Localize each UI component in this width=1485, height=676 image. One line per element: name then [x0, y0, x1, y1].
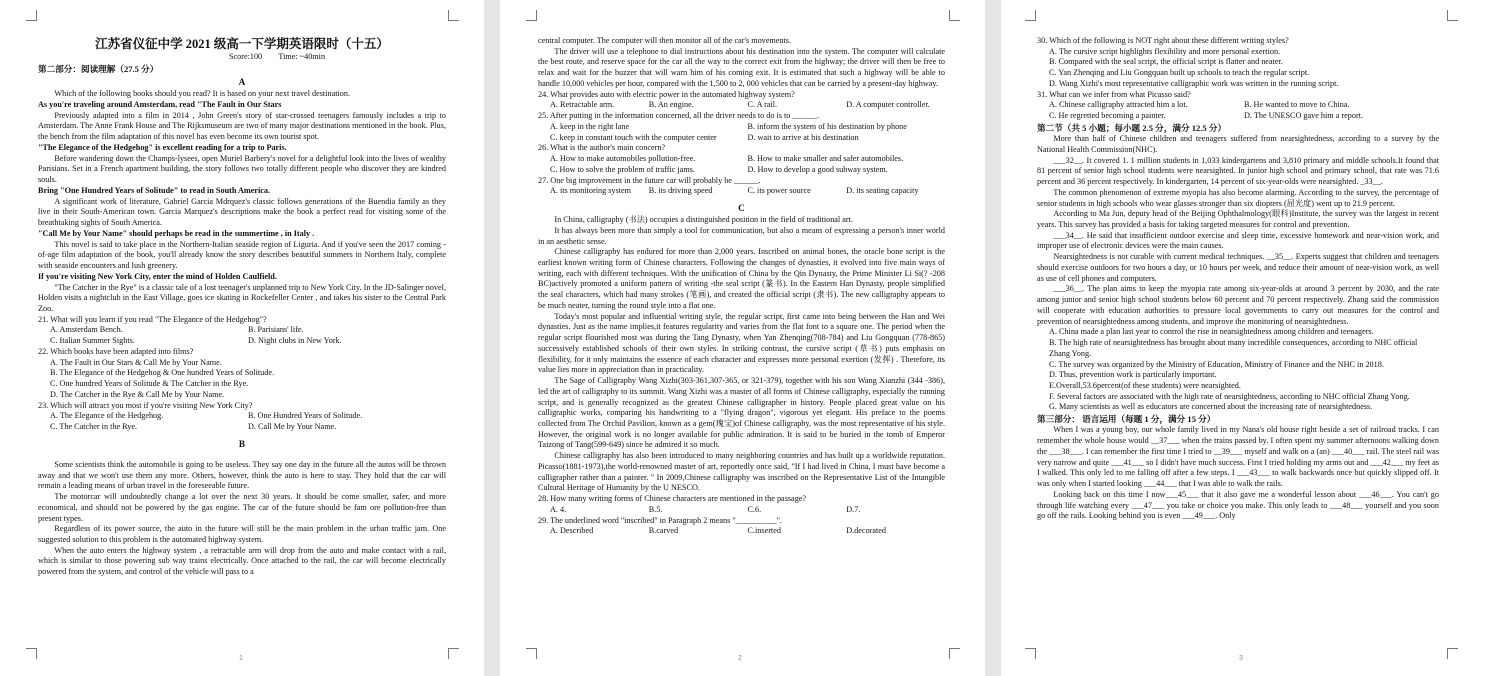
answer-options: [538, 186, 945, 197]
option: D. The UNESCO gave him a report.: [1244, 111, 1363, 121]
passage-letter: A: [238, 77, 246, 88]
option: C. The Catcher in the Rye.: [50, 422, 138, 432]
option: D.decorated: [846, 526, 887, 536]
option: D. How to develop a good subway system.: [747, 164, 888, 174]
option: C. keep in constant touch with the computer center: [550, 132, 717, 142]
option: A. How to make automobiles pollution-free.: [550, 154, 696, 164]
paragraph: Before wandering down the Champs-lysees, open Muriel Barbery's novel for a delightful look into the lives of wealthy Parisians. Set in a French apartment building, the story follows two totally different people who discover they are kindred souls.: [38, 153, 446, 185]
option: D. The Catcher in the Rye & Call Me by Your Name.: [50, 389, 225, 399]
answer-options: [538, 154, 945, 175]
crop-mark: [949, 10, 960, 21]
crop-mark: [448, 10, 459, 21]
score-label: Score:100: [228, 52, 263, 62]
option: D. Thus, prevention work is particularly important.: [1049, 370, 1217, 380]
option: B. Parisians' life.: [248, 325, 304, 335]
option: A. The cursive script highlights flexibility and more personal exertion.: [1049, 46, 1281, 56]
paragraph: Previously adapted into a film in 2014 , John Green's story of star-crossed teenagers famously includes a trip to Amsterdam. The Anne Frank House and The Rijksmuseum are two of many major destinations mentioned in the book. Plus, the bench from the film adaptation of this novel has even become its own tourist spot.: [38, 110, 446, 142]
paragraph: Chinese calligraphy has endured for more than 2,000 years. Inscribed on animal bones, the oracle bone script is the earliest known writing form of Chinese characters. Following the changes of dynasties, it evolved into five main ways of writing, each with different techniques. With the unification of China by the Qin Dynasty, the Prime Minister Li Si(? -208 BC)actively promoted a uniform pattern of writing -the seal script (篆书). In the Eastern Han Dynasty, people simplified the seal characters, which had many strokes (笔画), and created the official script (隶书). The new calligraphy appears to be much neater, turning the round style into a flat one.: [538, 247, 945, 310]
crop-mark: [949, 648, 960, 659]
option: D. Night clubs in New York.: [248, 336, 342, 346]
option: E.Overall,53.6percent(of these students) were nearsighted.: [1049, 381, 1241, 391]
crop-mark: [526, 648, 537, 659]
subheading: "The Elegance of the Hedgehog" is excellent reading for a trip to Paris.: [38, 142, 287, 152]
paragraph: When I was a young boy, our whole family lived in my Nana's old house right beside a set of railroad tracks. I can remember the whole house would __37___ when the trains passed by. I often spent my summer afternoons walking down the ___38___. I can remember the first time I tried to __39___ myself and walk on a (an) ___40___ rail. The steel rail was very narrow and quite ___41___ so I didn't have much success. First I tried holding my arms out and ___42___ my feet as I walked. This only led to me falling off after a few steps. I ___43___ to walk backwards once but quickly slipped off. It was only when I started looking ___44___ that I was able to walk the rails.: [1037, 425, 1439, 489]
option: B. inform the system of his destination by phone: [747, 121, 907, 131]
subheading: Bring "One Hundred Years of Solitude" to read in South America.: [38, 185, 271, 195]
question-stem: 22. Which books have been adapted into films?: [38, 346, 194, 356]
answer-options: [538, 526, 945, 537]
paragraph: Nearsightedness is not curable with current medical techniques. __35__. Experts suggest that children and teenagers should exercise outdoors for two hours a day, or 10 hours per week, and reduce their amount of near-vision work, as well as use of cell phones and computers.: [1037, 252, 1439, 283]
option: C. Italian Summer Sights.: [50, 336, 135, 346]
paragraph: The common phenomenon of extreme myopia has also become alarming. According to the survey, the percentage of senior students in high schools who wear glasses stronger than six diopters (屈光度) went up to 21.9 percent.: [1037, 187, 1439, 208]
option: D. A computer controller.: [846, 100, 930, 110]
paragraph: The driver will use a telephone to dial instructions about his destination into the system. The computer will calculate the best route, and reserve space for the car all the way to the correct exit from the highway; the driver will then be free to relax and wait for the buzzer that will warn him of his coming exit. It is estimated that such a highway will be able to handle 10,000 vehicles per hour, compared with the 1,500 to 2, 000 vehicles that can be carried by a present-day highway.: [538, 46, 945, 88]
option: C. its power source: [747, 186, 811, 196]
page-1-content: [38, 36, 446, 578]
paragraph: Chinese calligraphy has also been introduced to many neighboring countries and has built up a worldwide reputation. Picasso(1881-1973),the world-renowned master of art, reportedly once said, "If I had lived in China, I must have become a calligrapher rather than a painter. " In 2009,Chinese calligraphy was inscribed on the Representative List of the Intangible Cultural Heritage of Humanity by the U NESCO.: [538, 451, 945, 493]
paragraph: This novel is said to take place in the Northern-Italian seaside region of Liguria. And if you've seen the 2017 coming -of-age film adaptation of the book, you'll already know the story describes beautiful summers in Northern Italy, complete with seaside encounters and lush greenery.: [38, 239, 446, 271]
paragraph: Some scientists think the automobile is going to be useless. They say one day in the future all the autos will be thrown away and that we won't use them any more. Others, however, think the auto is here to stay. They hold that the car will remain a leading means of urban travel in the foreseeable future.: [38, 459, 446, 491]
crop-mark: [1025, 648, 1036, 659]
option: C. Yan Zhenqing and Liu Gongquan built up schools to teach the regular script.: [1049, 68, 1310, 78]
option: D. its seating capacity: [846, 186, 919, 196]
question-stem: 30. Which of the following is NOT right about these different writing styles?: [1037, 36, 1289, 45]
paragraph: Looking back on this time I now___45___ that it also gave me a wonderful lesson about ___46___. You can't go through life watching every ___47___ you take or choice you make. This only leads to ___48___ yourself and you soon go off the rails. Looking behind you is even ___49___. Only: [1037, 489, 1439, 521]
paragraph: In China, calligraphy (书法) occupies a distinguished position in the field of traditional art.: [554, 215, 853, 225]
page-number: 2: [738, 655, 742, 662]
option: A. Retractable arm.: [550, 100, 615, 110]
question-stem: 23. Which will attract you most if you're visiting New York City?: [38, 400, 253, 410]
section-heading: 第三部分： 语言运用（每题 1 分，满分 15 分）: [1037, 414, 1216, 425]
answer-options: [38, 411, 446, 432]
option: D. Wang Xizhi's most representative calligraphic work was written in the running script.: [1049, 78, 1339, 88]
option: C.6.: [747, 504, 762, 514]
passage-letter: C: [738, 203, 745, 214]
section-heading: 第二节（共 5 小题；每小题 2.5 分，满分 12.5 分）: [1037, 122, 1227, 133]
answer-options: [538, 100, 945, 111]
option: C. He regretted becoming a painter.: [1049, 111, 1166, 121]
option: B. The high rate of nearsightedness has brought about many incredible consequences, according to NHC official Zhang Yong.: [1049, 338, 1418, 358]
paragraph: ___36__. The plan aims to keep the myopia rate among six-year-olds at around 3 percent by 2030, and the rate among junior and senior high school students below 60 percent and 70 percent respectively. Zhang said the commission will cooperate with education authorities to pressure local governments to carry out measures for the control and prevention of nearsightedness among students, and improve the monitoring of nearsightedness.: [1037, 284, 1439, 326]
option: A. keep in the right lane: [550, 121, 630, 131]
paragraph: ___32__. It covered 1. 1 million students in 1,033 kindergartens and 3,810 primary and middle schools.It found that 81 percent of senior high school students were nearsighted. In junior high school and primary school, that rate was 71.6 percent and 36 percent respectively. In kindergarten, 14 percent of six-year-olds were nearsighted. _33__.: [1037, 155, 1439, 187]
page-3-content: [1037, 36, 1439, 522]
paragraph: The Sage of Calligraphy Wang Xizhi(303-361,307-365, or 321-379), together with his son Wang Xianzhi (344 -386), led the art of calligraphy to its summit. Wang Xizhi was a master of all forms of Chinese calligraphy, especially the running script, and is generally recognized as the greatest Chinese calligrapher in history. People placed great value on his calligraphic works, comparing his handwriting to a "flying dragon", vigorous yet elegant. His preface to the poems collected from The Orchid Pavilion, known as a gem(瑰宝)of Chinese calligraphy, was the most representative of his style. However, the original work is no longer available for public admiration. It is said to be buried in the tomb of Emperor Taizong of Tang(599-649) since he admired it so much.: [538, 376, 945, 450]
option: B. One Hundred Years of Solitude.: [248, 411, 363, 421]
passage-letter: B: [238, 438, 246, 449]
option: A. Amsterdam Bench.: [50, 325, 123, 335]
option: B. The Elegance of the Hedgehog & One hundred Years of Solitude.: [50, 368, 275, 378]
paragraph: Regardless of its power source, the auto in the future will still be the main problem in the urban traffic jam. One suggested solution to this problem is the automated highway system.: [38, 524, 446, 544]
page-number: 3: [1239, 655, 1243, 662]
page-number: 1: [239, 655, 243, 662]
option: B. An engine.: [648, 100, 694, 110]
question-stem: 28. How many writing forms of Chinese characters are mentioned in the passage?: [538, 494, 807, 504]
answer-options: [38, 325, 446, 346]
page-2-content: [538, 36, 945, 537]
answer-options: [1037, 100, 1439, 121]
option: A. Described: [550, 526, 594, 536]
option: A. China made a plan last year to control the rise in nearsightedness among children and teenagers.: [1049, 327, 1374, 337]
document-page-2: [500, 0, 985, 676]
question-stem: 21. What will you learn if you read "The Elegance of the Hedgehog"?: [38, 314, 267, 324]
paragraph: A significant work of literature, Gabriel Garcia Mdrquez's classic follows generations of the Buendia family as they live in their South-American town. Garcia Marquez's descriptions make the book a perfect read for visiting some of the breathtaking sights of South America.: [38, 196, 446, 228]
option: B.5.: [648, 504, 663, 514]
time-label: Time: ~40min: [278, 52, 326, 62]
question-stem: 27. One big improvement in the future car will probably be ______.: [538, 175, 761, 185]
question-stem: 24. What provides auto with electric power in the automated highway system?: [538, 89, 795, 99]
crop-mark: [1447, 10, 1458, 21]
paragraph: The motorcar will undoubtedly change a lot over the next 30 years. It should be come smaller, safer, and more economical, and should not be powered by the gas engine. The car of the future should be fam ore pollution-free than present types.: [38, 492, 446, 523]
paragraph: When the auto enters the highway system , a retractable arm will drop from the auto and make contact with a rail, which is similar to those powering sub way trains electrically. Once attached to the rail, the car will become electrically powered from the system, and control of the vehicle will pass to a: [38, 545, 446, 577]
paragraph: More than half of Chinese children and teenagers suffered from nearsightedness, according to a survey by the National Health Commission(NHC).: [1037, 134, 1439, 154]
crop-mark: [526, 10, 537, 21]
option: B. He wanted to move to China.: [1244, 100, 1350, 110]
document-page-3: [1001, 0, 1485, 676]
paragraph: "The Catcher in the Rye" is a classic tale of a lost teenager's unplanned trip to New York City. In the JD-Salinger novel, Holden visits a nightclub in the East Village, goes ice skating in Rockefeller Center , and takes his sister to the Central Park Zoo.: [38, 282, 446, 313]
exam-title: 江苏省仪征中学 2021 级高一下学期英语限时（十五）: [95, 37, 389, 51]
question-stem: 26. What is the author's main concern?: [538, 143, 666, 153]
option: A. its monitoring system: [550, 186, 631, 196]
paragraph: ___34__. He said that insufficient outdoor exercise and sleep time, excessive homework and near-vision work, and improper use of electronic devices were the main causes.: [1037, 230, 1439, 251]
paragraph: According to Ma Jun, deputy head of the Beijing Ophthalmology(眼科)Institute, the survey was the largest in recent years. This survey has provided a basis for taking targeted measures for control and prevention.: [1037, 209, 1439, 229]
paragraph: It has always been more than simply a tool for communication, but also a means of expressing a person's inner world in an aesthetic sense.: [538, 225, 945, 246]
option: G. Many scientists as well as educators are concerned about the increasing rate of nearsightedness.: [1049, 402, 1373, 412]
option: A. The Elegance of the Hedgehog.: [50, 411, 164, 421]
subheading: As you're traveling around Amsterdam, read "The Fault in Our Stars: [38, 100, 282, 110]
option: C. A rail.: [747, 100, 778, 110]
section-heading: 第二部分：阅读理解（27.5 分）: [38, 63, 159, 74]
option: A. Chinese calligraphy attracted him a lot.: [1049, 100, 1188, 110]
option: D.7.: [846, 504, 861, 514]
option: B. its driving speed: [648, 186, 713, 196]
crop-mark: [1447, 648, 1458, 659]
exam-meta: [38, 52, 446, 63]
option: B. Compared with the seal script, the official script is flatter and neater.: [1049, 57, 1283, 67]
option: C. How to solve the problem of traffic jams.: [550, 164, 695, 174]
document-page-1: [0, 0, 484, 676]
option: B.carved: [648, 526, 679, 536]
crop-mark: [26, 10, 37, 21]
option: D. wait to arrive at his destination: [747, 132, 859, 142]
option: C. The survey was organized by the Ministry of Education, Ministry of Finance and the NHC in 2018.: [1049, 359, 1384, 369]
paragraph: Which of the following books should you read? It is based on your next travel destination.: [54, 89, 350, 99]
option: B. How to make smaller and safer automobiles.: [747, 154, 904, 164]
paragraph: Today's most popular and influential writing style, the regular script, first came into being between the Han and Wei dynasties. Just as the name implies,it features regularity and varies from the flat font to a square one. The period when the regular script flourished most was during the Tang Dynasty, when Yan Zhenqing(708-784) and Liu Gongquan (778-865) successively established schools of their own styles. In striking contrast, the cursive script (草书) puts emphasis on flexibility, for it only maintains the essence of each character and expresses more personal exertion (发挥) . Therefore, its value lies more in appreciation than in practicality.: [538, 311, 945, 375]
answer-options: [538, 122, 945, 143]
answer-options: [538, 505, 945, 516]
option: C.inserted: [747, 526, 781, 536]
option: C. One hundred Years of Solitude & The Catcher in the Rye.: [50, 379, 249, 389]
option: D. Call Me by Your Name.: [248, 422, 337, 432]
crop-mark: [448, 648, 459, 659]
question-stem: 25. After putting in the information concerned, all the driver needs to do is to ______.: [538, 111, 820, 121]
question-stem: 29. The underlined word "inscribed" in Paragraph 2 means "__________".: [538, 515, 783, 525]
option: A. The Fault in Our Stars & Call Me by Your Name.: [50, 357, 222, 367]
option: A. 4.: [550, 504, 567, 514]
subheading: "Call Me by Your Name" should perhaps be read in the summertime , in Italy .: [38, 228, 315, 238]
subheading: If you're visiting New York City, enter the mind of Holden Caulfield.: [38, 271, 277, 281]
option: F. Several factors are associated with the high rate of nearsightedness, according to NHC official Zhang Yong.: [1049, 391, 1410, 401]
question-stem: 31. What can we infer from what Picasso said?: [1037, 89, 1191, 99]
crop-mark: [26, 648, 37, 659]
crop-mark: [1025, 10, 1036, 21]
paragraph: central computer. The computer will then monitor all of the car's movements.: [538, 36, 792, 45]
